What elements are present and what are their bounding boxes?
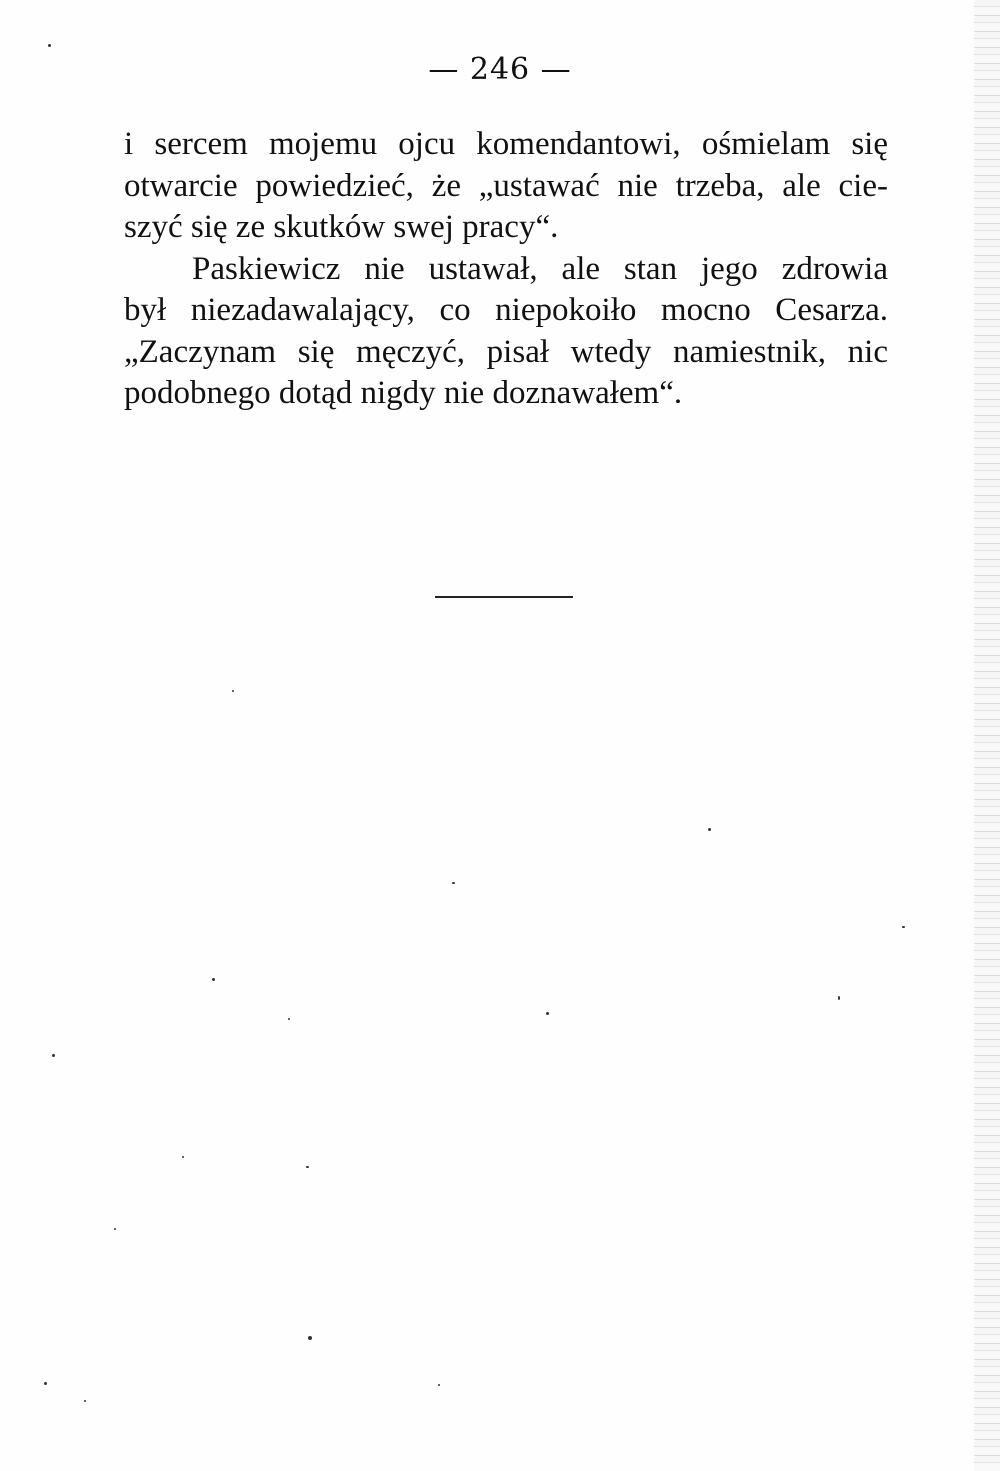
text-line-5: był niezadawalający, co niepokoiło mocno Cesarza. (124, 292, 888, 328)
text-line-2: otwarcie powiedzieć, że „ustawać nie trzeba, ale cie- (124, 167, 888, 204)
scan-speck (232, 690, 234, 692)
scan-speck (44, 1382, 47, 1385)
scan-speck (306, 1166, 309, 1168)
text-line-3: szyć się ze skutków swej pracy“. (124, 209, 559, 245)
scan-speck (182, 1156, 184, 1158)
scan-speck (84, 1400, 86, 1402)
page-number: — 246 — (428, 52, 572, 87)
text-line-1: i sercem mojemu ojcu komendantowi, ośmielam się (124, 126, 888, 162)
text-line-7: podobnego dotąd nigdy nie doznawałem“. (124, 375, 683, 411)
scan-speck (114, 1228, 116, 1230)
scan-speck (708, 828, 711, 831)
scan-speck (452, 882, 455, 884)
text-line-6: „Zaczynam się męczyć, pisał wtedy namiestnik, nic (124, 333, 888, 370)
page-edge-shadow (974, 0, 1000, 1471)
text-line-4: Paskiewicz nie ustawał, ale stan jego zdrowia (192, 250, 888, 287)
body-text (124, 124, 888, 415)
scan-speck (838, 996, 840, 1000)
scan-speck (902, 926, 905, 928)
scan-speck (546, 1012, 549, 1015)
scan-speck (288, 1018, 290, 1020)
scan-speck (52, 1054, 55, 1057)
scan-speck (438, 1384, 440, 1386)
section-end-rule (435, 596, 573, 598)
scan-speck (212, 978, 215, 981)
scan-speck (308, 1336, 312, 1340)
scan-speck (48, 44, 51, 47)
